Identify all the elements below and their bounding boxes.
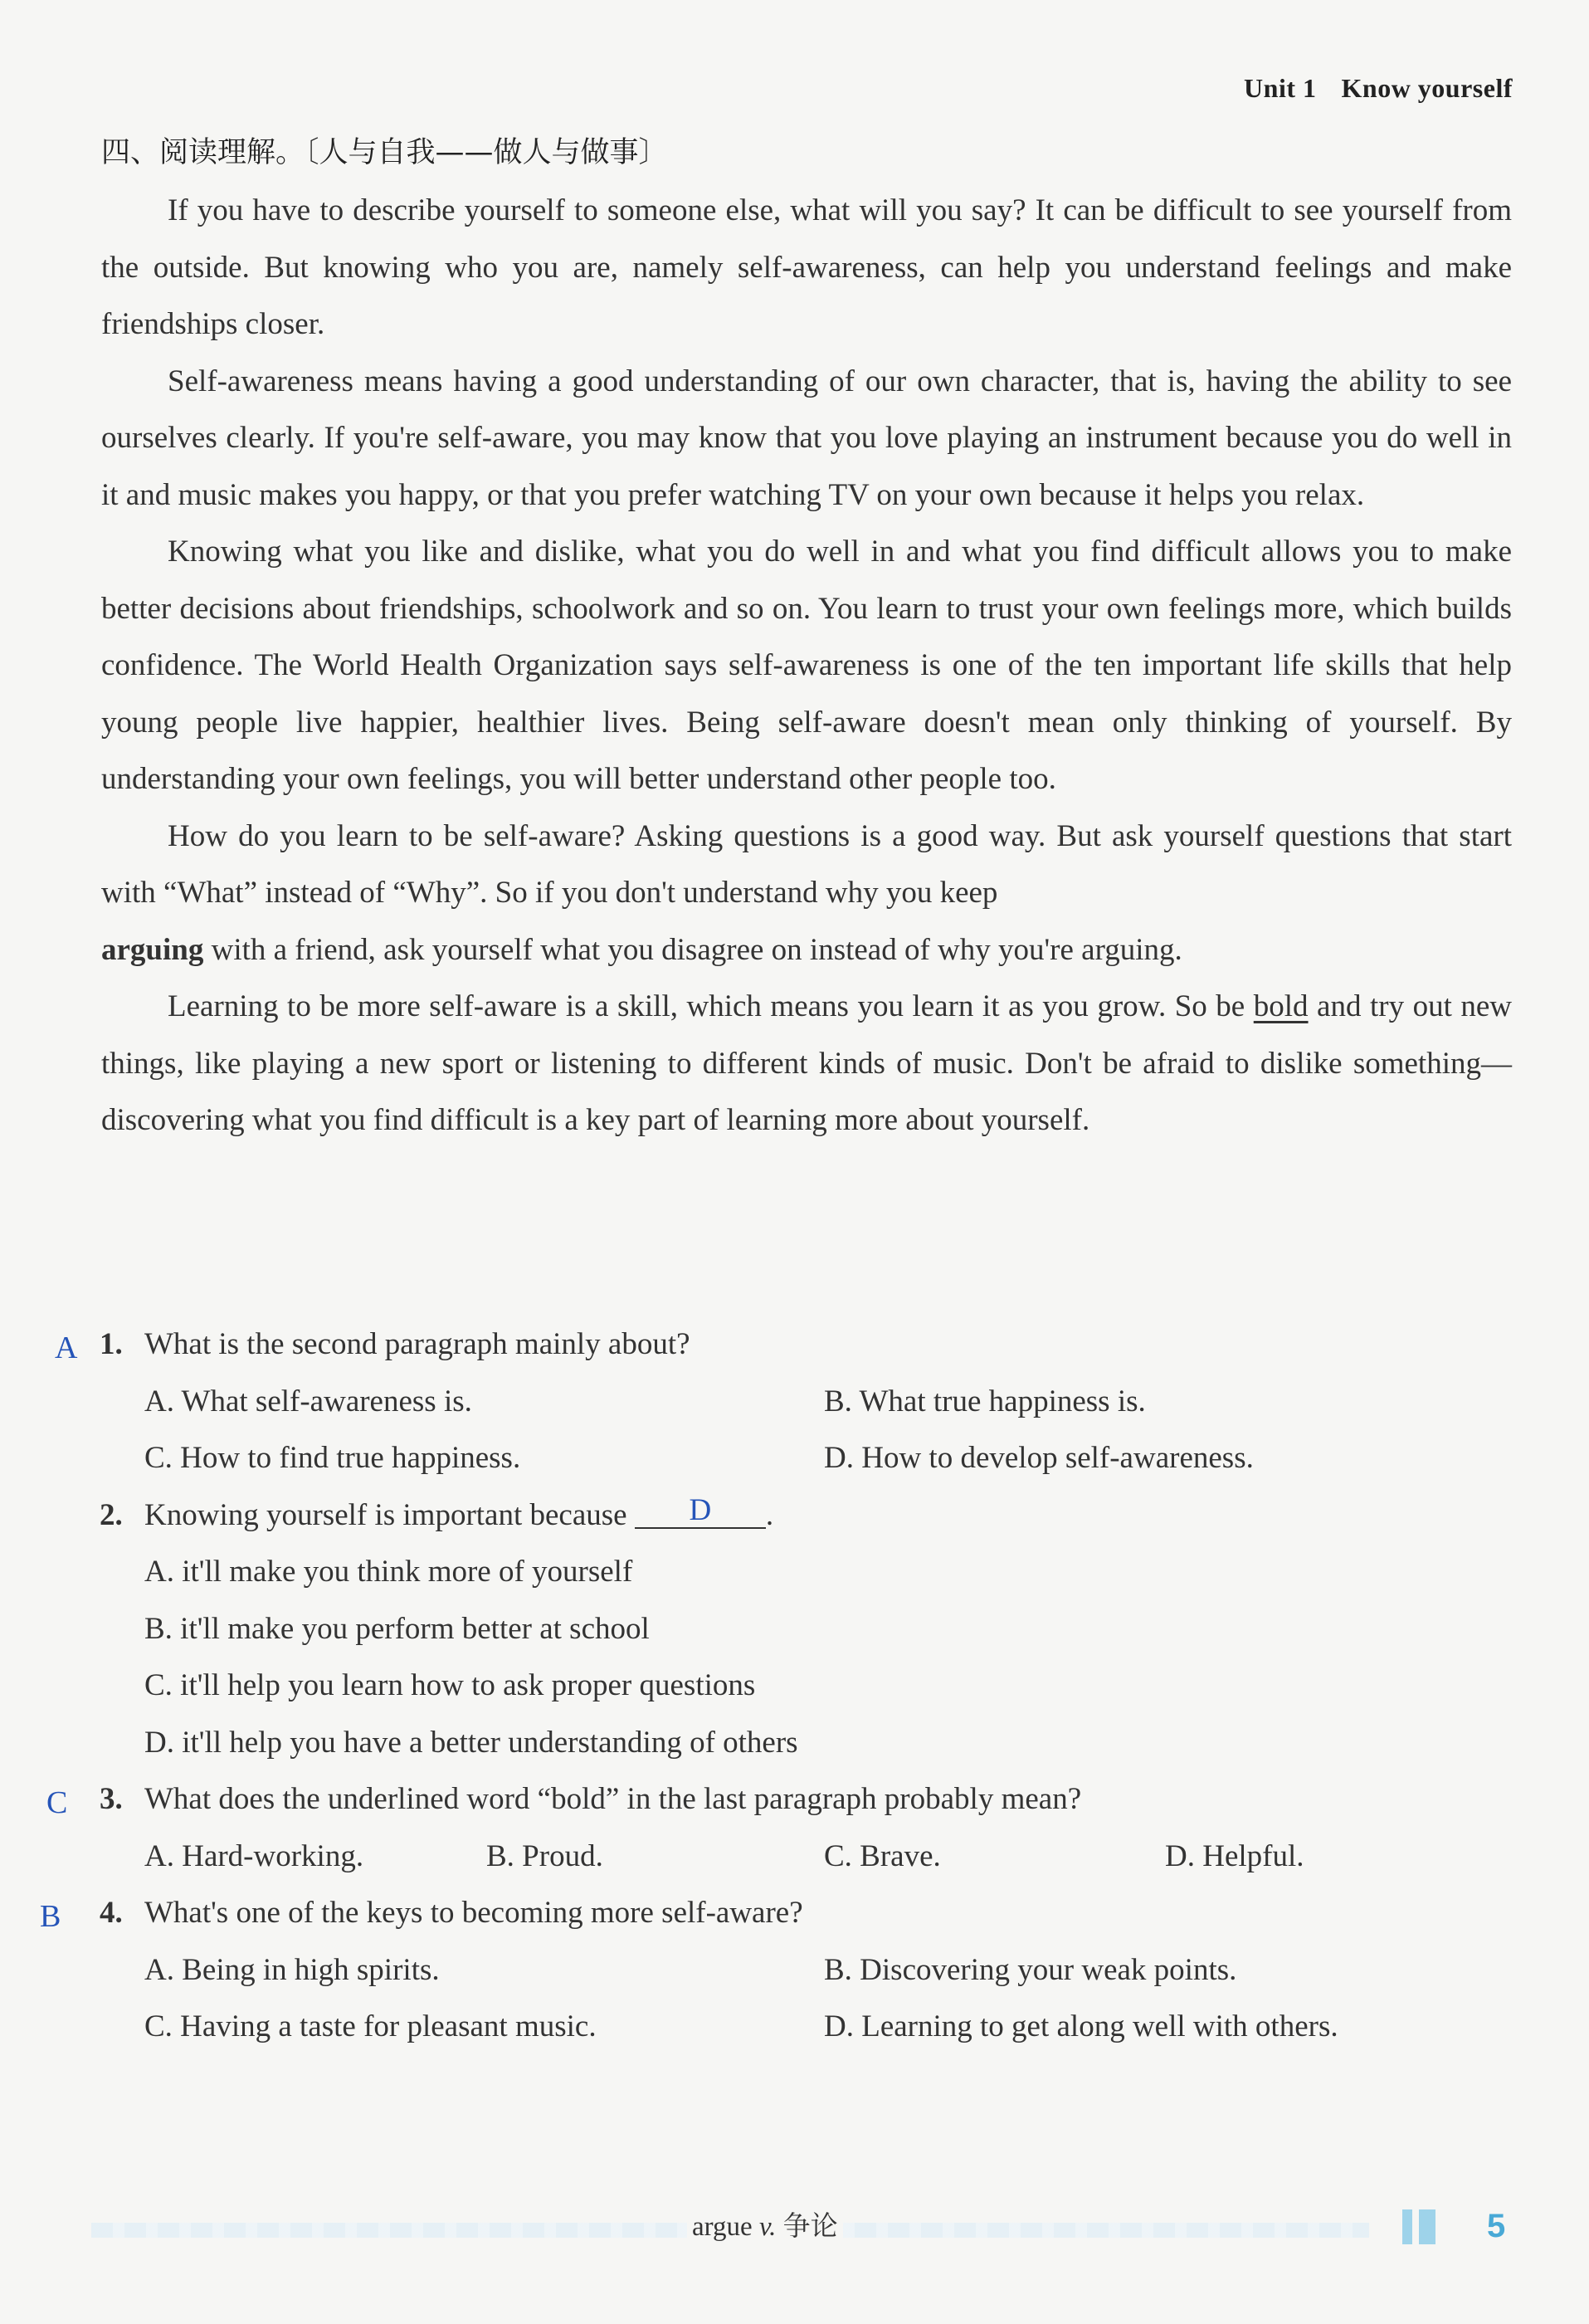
- paragraph-2: Self-awareness means having a good understanding of our own character, that is, having the ability to see ourselves clearly. If you're self-aware, you may know that you love playing an instrument because you do well in it and music makes you happy, or that you prefer watching TV on your own because it helps you relax.: [101, 364, 1512, 512]
- unit-title: Know yourself: [1341, 73, 1513, 103]
- options-row: [0, 1430, 1589, 1487]
- option-a[interactable]: A. What self-awareness is.: [144, 1384, 472, 1418]
- paragraph-4-text-b: with a friend, ask yourself what you disagree on instead of why you're arguing.: [211, 932, 1182, 967]
- question-text: What is the second paragraph mainly about?: [144, 1327, 690, 1361]
- page-number: 5: [1487, 2208, 1506, 2244]
- paragraph-5-text-a: Learning to be more self-aware is a skill, which means you learn it as you grow. So be: [168, 989, 1245, 1023]
- options-row: [0, 1942, 1589, 1999]
- question-number: 4.: [100, 1896, 123, 1930]
- option-a[interactable]: A. Hard-working.: [144, 1838, 364, 1873]
- page-header: [1244, 73, 1513, 104]
- question-text: What's one of the keys to becoming more self-aware?: [144, 1896, 803, 1930]
- page-footer: [0, 2204, 1589, 2254]
- paragraph-4: [101, 808, 1512, 979]
- question-end: .: [765, 1497, 774, 1532]
- option-d[interactable]: D. Learning to get along well with others.: [824, 2009, 1338, 2043]
- section-title: 四、阅读理解。〔人与自我——做人与做事〕: [101, 136, 668, 169]
- option-c[interactable]: C. Brave.: [824, 1838, 941, 1873]
- option-c[interactable]: C. Having a taste for pleasant music.: [144, 2009, 597, 2043]
- options-row: [0, 1828, 1589, 1886]
- question-4: [0, 1885, 1589, 1942]
- question-text: What does the underlined word “bold” in the last paragraph probably mean?: [144, 1782, 1082, 1816]
- answer-mark: D: [689, 1492, 712, 1527]
- option-d[interactable]: D. How to develop self-awareness.: [824, 1441, 1254, 1475]
- options-row: [0, 1601, 1589, 1658]
- gloss-part-of-speech: v.: [758, 2212, 777, 2242]
- option-b[interactable]: B. What true happiness is.: [824, 1384, 1146, 1418]
- footer-bars-decoration: [1402, 2209, 1442, 2248]
- option-b[interactable]: B. Discovering your weak points.: [824, 1952, 1237, 1987]
- question-1: [0, 1316, 1589, 1374]
- option-a[interactable]: A. Being in high spirits.: [144, 1952, 440, 1987]
- answer-mark: A: [55, 1330, 78, 1365]
- option-c[interactable]: C. How to find true happiness.: [144, 1441, 521, 1475]
- paragraph-4-text-a: How do you learn to be self-aware? Asking questions is a good way. But ask yourself questions that start with “What” instead of “Why”. So if you don't understand why you keep: [101, 818, 1512, 910]
- question-3: [0, 1771, 1589, 1828]
- question-number: 2.: [100, 1497, 123, 1532]
- option-d[interactable]: D. Helpful.: [1165, 1838, 1304, 1873]
- question-2: [0, 1487, 1589, 1545]
- options-row: [0, 1658, 1589, 1715]
- answer-mark: B: [40, 1899, 61, 1934]
- underlined-word-bold: bold: [1253, 989, 1309, 1023]
- question-list: [0, 1316, 1589, 2056]
- question-stem: Knowing yourself is important because: [144, 1497, 627, 1532]
- option-b[interactable]: B. it'll make you perform better at school: [144, 1611, 650, 1646]
- option-a[interactable]: A. it'll make you think more of yourself: [144, 1555, 633, 1589]
- reading-passage: [101, 183, 1512, 1150]
- options-row: [0, 1374, 1589, 1431]
- unit-label: Unit 1: [1244, 73, 1317, 103]
- gloss-meaning: 争论: [782, 2212, 838, 2242]
- option-c[interactable]: C. it'll help you learn how to ask proper questions: [144, 1668, 756, 1702]
- question-number: 3.: [100, 1782, 123, 1816]
- option-b[interactable]: B. Proud.: [486, 1838, 603, 1873]
- paragraph-5: [101, 979, 1512, 1150]
- answer-blank[interactable]: [635, 1494, 766, 1529]
- bold-word-arguing: arguing: [101, 932, 204, 967]
- answer-mark: C: [46, 1785, 68, 1820]
- paragraph-3: Knowing what you like and dislike, what you do well in and what you find difficult allows you to make better decisions about friendships, schoolwork and so on. You learn to trust your own feelings more, which builds confidence. The World Health Organization says self-awareness is one of the ten important life skills that help young people live happier, healthier lives. Being self-aware doesn't mean only thinking of yourself. By understanding your own feelings, you will better understand other people too.: [101, 535, 1512, 796]
- question-number: 1.: [100, 1327, 123, 1361]
- options-row: [0, 1715, 1589, 1772]
- paragraph-5-text-b: and try out new things, like playing a new sport or listening to different kinds of music. Don't be afraid to dislike something—discovering what you find difficult is a key part of learning more about yourself.: [101, 989, 1513, 1137]
- options-row: [0, 1999, 1589, 2056]
- gloss-word: argue: [692, 2212, 753, 2242]
- paragraph-1: If you have to describe yourself to someone else, what will you say? It can be difficult to see yourself from the outside. But knowing who you are, namely self-awareness, can help you understand feelings and make friendships closer.: [101, 193, 1512, 341]
- option-d[interactable]: D. it'll help you have a better understanding of others: [144, 1725, 798, 1760]
- vocabulary-gloss: [687, 2204, 843, 2243]
- options-row: [0, 1544, 1589, 1601]
- question-text: [144, 1487, 773, 1545]
